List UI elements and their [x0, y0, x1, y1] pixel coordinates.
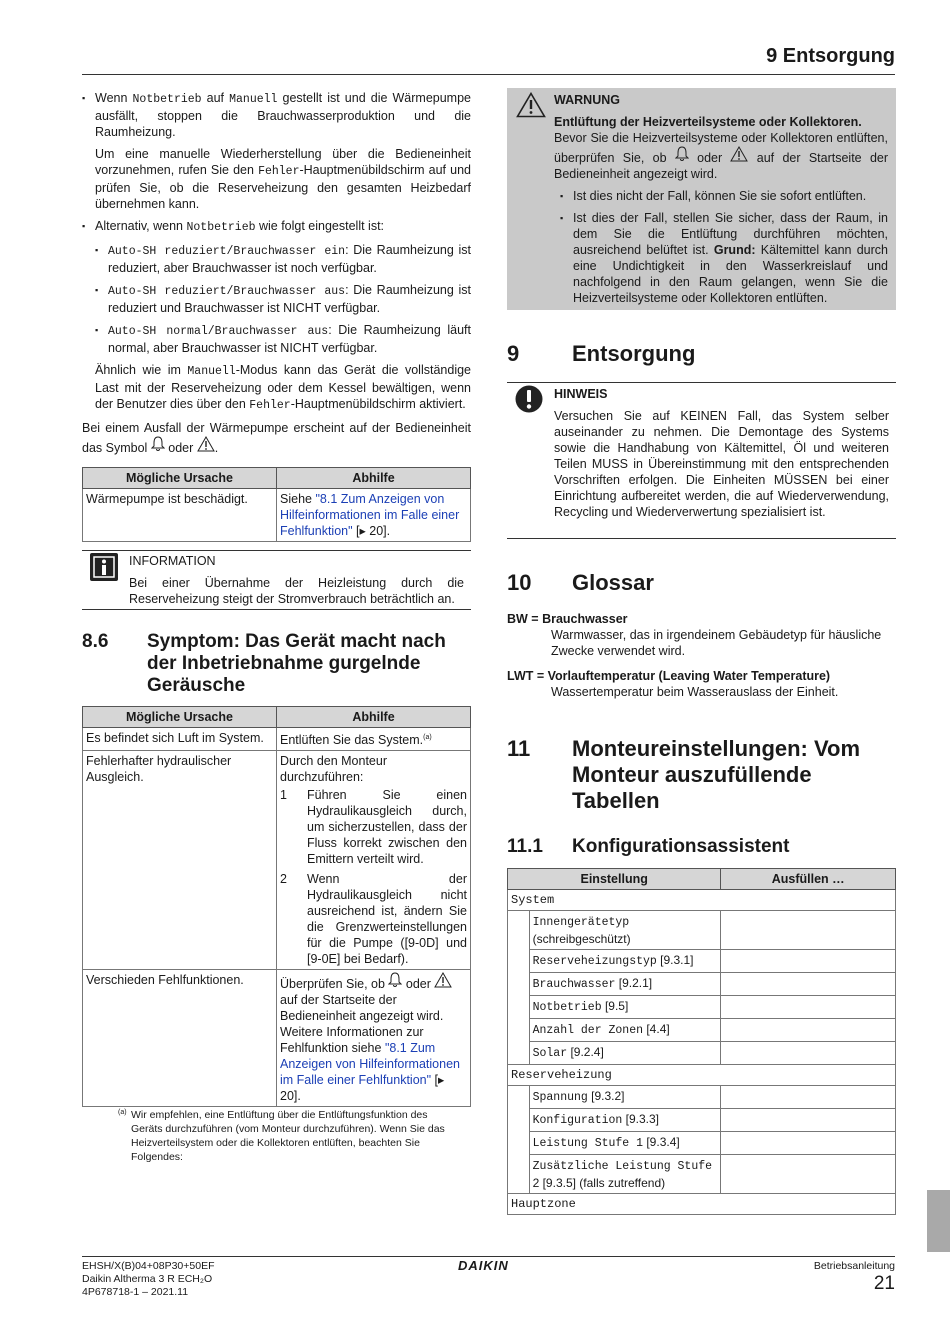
- bell-icon: [388, 972, 402, 988]
- step-number: 2: [280, 872, 287, 887]
- remedy-cell: [277, 970, 471, 1107]
- section-title: Entsorgung: [572, 341, 696, 366]
- text: -Hauptmenübildschirm aktiviert.: [290, 397, 466, 411]
- text: Kältemittel kann durch eine Undichtigkeit in den Wasserkreislauf und nachfolgend in den Raum gelangen, wenn Sie die Heizverteilsysteme oder Kollektoren entlüften.: [573, 243, 889, 305]
- setting-ref: (schreibgeschützt): [532, 932, 631, 946]
- glossary-term: LWT = Vorlauftemperatur (Leaving Water Temperature): [507, 669, 831, 683]
- warning-triangle-icon: [516, 92, 546, 122]
- bell-icon: [151, 436, 165, 452]
- table-row: [508, 1019, 896, 1042]
- setting-cell: [529, 1109, 721, 1132]
- section-11-1-heading: [507, 836, 789, 858]
- warning-title: WARNUNG: [554, 93, 620, 107]
- code-text: Anzahl der Zonen: [532, 1024, 644, 1037]
- table-row: [508, 996, 896, 1019]
- fill-cell[interactable]: [721, 1019, 896, 1042]
- auto-mode-list: [95, 242, 471, 356]
- footer-product: Daikin Altherma 3 R ECH₂O: [82, 1273, 213, 1285]
- table-row: [508, 911, 896, 950]
- section-number: 9: [507, 341, 520, 366]
- col-header-fill: Ausfüllen …: [721, 869, 896, 890]
- text: Alternativ, wenn: [95, 219, 187, 233]
- text: -Modus kann das Gerät die vollständige Last mit der Reserveheizung oder dem Kessel bewältigen, wenn der Benutzer dies über den: [95, 363, 471, 411]
- text: Überprüfen Sie, ob: [280, 977, 389, 992]
- setting-cell: [529, 1132, 721, 1155]
- text: Um eine manuelle Wiederherstellung über die Bedieneinheit vorzunehmen, rufen Sie den: [95, 147, 471, 177]
- text: oder: [688, 151, 731, 165]
- manual-restore-text: [95, 146, 471, 212]
- footer-left: [82, 1260, 215, 1299]
- fill-cell[interactable]: [721, 1042, 896, 1065]
- section-title: Monteureinstellungen: Vom Monteur auszufüllende Tabellen: [572, 736, 861, 813]
- code-text: Spannung: [532, 1091, 588, 1104]
- section-8-6-heading: [82, 631, 471, 697]
- table-group-row: [508, 1194, 896, 1215]
- info-top-rule: [82, 550, 471, 551]
- fill-cell[interactable]: [721, 1086, 896, 1109]
- similar-text: [95, 362, 471, 414]
- warning-bullet: ▪ Ist dies nicht der Fall, können Sie sie sofort entlüften.: [560, 188, 888, 204]
- fill-cell[interactable]: [721, 950, 896, 973]
- table-row: [83, 970, 471, 1107]
- fill-cell[interactable]: [721, 1155, 896, 1194]
- footnote-ref: (a): [423, 734, 432, 741]
- text: : Die Raumheizung ist reduziert und Brauchwasser ist NICHT verfügbar.: [108, 283, 472, 315]
- cause-remedy-table: [82, 706, 471, 1107]
- info-body: [129, 553, 464, 607]
- text-bold: Grund:: [713, 243, 756, 257]
- footer-rule: [82, 1256, 895, 1257]
- text: : Die Raumheizung läuft normal, aber Brauchwasser ist NICHT verfügbar.: [108, 323, 472, 355]
- remedy-cell: [277, 489, 471, 542]
- code-text: Fehler: [258, 165, 300, 178]
- code-text: Solar: [532, 1047, 568, 1060]
- bullet-alternative: [82, 218, 471, 414]
- code-text: Notbetrieb: [132, 93, 202, 106]
- setting-cell: [529, 1086, 721, 1109]
- setting-cell: [529, 911, 721, 950]
- notice-text: Versuchen Sie auf KEINEN Fall, das System selber auseinander zu nehmen. Die Demontage des Systems sowie die Handhabung von Kältemittel, Öl und weiteren Teilen MUSS in Übereinstimmung mit den entsprechenden Vorschriften erfolgen. Die Einheiten MÜSSEN bei einer Einrichtung aufbereitet werden, die auf Wiederverwendung, Recycling und Wiederverwertung spezialisiert ist.: [554, 409, 889, 519]
- table-row: [508, 1132, 896, 1155]
- info-icon: [90, 553, 118, 585]
- code-text: Fehler: [249, 399, 291, 412]
- col-header-remedy: Abhilfe: [277, 707, 471, 728]
- notice-body: [554, 386, 889, 520]
- text: auf: [201, 91, 230, 105]
- page-edge-tab: [927, 1190, 950, 1252]
- text: Ähnlich wie im: [95, 363, 188, 377]
- setting-cell: [529, 973, 721, 996]
- cause-cell: Fehlerhafter hydraulischer Ausgleich.: [83, 751, 277, 970]
- warning-box: [507, 88, 896, 310]
- table-row: [83, 489, 471, 542]
- code-text: Zusätzliche Leistung Stufe: [532, 1160, 713, 1173]
- text: [▸ 20].: [352, 524, 391, 538]
- cause-remedy-table: [82, 467, 471, 542]
- section-number: 11.1: [507, 836, 543, 857]
- remedy-cell: [277, 728, 471, 751]
- text: [▸ 20].: [280, 1073, 445, 1104]
- setting-cell: [529, 1155, 721, 1194]
- step-text: Führen Sie einen Hydraulikausgleich durch, um sicherzustellen, dass der Fluss korrekt zwischen den Emittern verteilt wird.: [307, 788, 467, 867]
- setting-cell: [529, 1042, 721, 1065]
- section-title: Symptom: Das Gerät macht nach der Inbetriebnahme gurgelnde Geräusche: [147, 631, 446, 696]
- warning-triangle-icon: [197, 436, 215, 452]
- setting-ref: [9.3.1]: [656, 953, 694, 967]
- section-number: 10: [507, 570, 532, 595]
- code-text: Notbetrieb: [186, 221, 256, 234]
- col-header-cause: Mögliche Ursache: [83, 468, 277, 489]
- info-title: INFORMATION: [129, 554, 216, 568]
- bell-icon: [675, 146, 689, 162]
- text: auf der Startseite der Bedieneinheit angezeigt wird. Weitere Informationen zur Fehlfunktion siehe: [280, 993, 444, 1056]
- footer-doc-type: Betriebsanleitung: [813, 1260, 895, 1272]
- text: Ist dies der Fall, stellen Sie sicher, dass der Raum, in dem Sie die Entlüftung durchführen möchten, ausreichend belüftet ist.: [573, 211, 888, 257]
- setting-ref: [9.3.3]: [622, 1112, 660, 1126]
- setting-ref: [9.5]: [601, 999, 629, 1013]
- notice-top-rule: [507, 382, 896, 383]
- section-number: 11: [507, 736, 531, 761]
- text: Durch den Monteur durchzuführen:: [280, 754, 388, 785]
- fill-cell[interactable]: [721, 1109, 896, 1132]
- auto-mode-item: [95, 242, 471, 276]
- group-label: Hauptzone: [508, 1194, 896, 1215]
- text: .: [214, 441, 219, 455]
- text: Entlüften Sie das System.: [280, 733, 424, 748]
- footnote-text: Wir empfehlen, eine Entlüftung über die Entlüftungsfunktion des Geräts durchzuführen (vom Monteur durchzuführen). Wenn Sie das Heizverteilsystem oder die Kollektoren entlüften, beachten Sie Folgendes:: [131, 1109, 445, 1163]
- text: Bei einem Ausfall der Wärmepumpe erscheint auf der Bedieneinheit das Symbol: [82, 421, 471, 455]
- warning-bold-line: Entlüftung der Heizverteilsysteme oder Kollektoren.: [554, 115, 862, 129]
- step-item: [280, 871, 467, 967]
- setting-ref: [4.4]: [643, 1022, 670, 1036]
- code-text: Leistung Stufe 1: [532, 1137, 644, 1150]
- fill-cell[interactable]: [721, 911, 896, 950]
- page-number: 21: [873, 1273, 895, 1294]
- code-text: Auto-SH reduziert/Brauchwasser aus: [108, 285, 346, 298]
- section-title: Glossar: [572, 570, 654, 595]
- left-column: [82, 90, 471, 456]
- group-label: Reserveheizung: [508, 1065, 896, 1086]
- table-row: [508, 1155, 896, 1194]
- fill-cell[interactable]: [721, 1132, 896, 1155]
- table-group-row: [508, 1065, 896, 1086]
- glossary-definition: Wassertemperatur beim Wasserauslass der Einheit.: [551, 685, 839, 699]
- warning-triangle-icon: [434, 972, 452, 988]
- section-10-heading: [507, 570, 654, 595]
- setting-cell: [529, 1019, 721, 1042]
- setting-ref: [9.3.2]: [587, 1089, 625, 1103]
- step-number: 1: [280, 788, 287, 803]
- footnote-mark: (a): [118, 1109, 127, 1116]
- text: Bevor Sie die Heizverteilsysteme oder Kollektoren entlüften, überprüfen Sie, ob: [554, 131, 888, 165]
- table-group-row: [508, 890, 896, 911]
- footer-model: EHSH/X(B)04+08P30+50EF: [82, 1260, 215, 1272]
- cause-table-1: [82, 467, 471, 542]
- crossref-link[interactable]: "8.1 Zum Anzeigen von Hilfeinformationen im Falle einer Fehlfunktion": [280, 492, 460, 538]
- warning-bullets: [560, 188, 888, 306]
- col-header-remedy: Abhilfe: [277, 468, 471, 489]
- text: gestellt ist und die Wärmepumpe ausfällt, stoppen die Brauchwasserproduktion und die Raumheizung.: [95, 91, 472, 139]
- text: auf der Startseite der Bedieneinheit angezeigt wird.: [554, 151, 889, 181]
- config-table: [507, 868, 896, 1215]
- setting-ref: [9.3.4]: [643, 1135, 680, 1149]
- setting-cell: [529, 950, 721, 973]
- code-text: Konfiguration: [532, 1114, 623, 1127]
- glossary-term: BW = Brauchwasser: [507, 612, 628, 626]
- fill-cell[interactable]: [721, 996, 896, 1019]
- cause-cell: Es befindet sich Luft im System.: [83, 728, 277, 751]
- table-row: [508, 950, 896, 973]
- footnote: [118, 1108, 453, 1164]
- notice-title: HINWEIS: [554, 387, 608, 401]
- footer-right: [814, 1260, 895, 1295]
- info-text: Bei einer Übernahme der Heizleistung durch die Reserveheizung steigt der Stromverbrauch beträchtlich an.: [129, 576, 464, 606]
- group-label: System: [508, 890, 896, 911]
- code-text: Brauchwasser: [532, 978, 616, 991]
- code-text: Notbetrieb: [532, 1001, 602, 1014]
- fill-cell[interactable]: [721, 973, 896, 996]
- cause-cell: Verschieden Fehlfunktionen.: [83, 970, 277, 1107]
- exclamation-icon: [515, 385, 543, 417]
- remedy-cell: [277, 751, 471, 970]
- info-bottom-rule: [82, 609, 471, 610]
- warning-bullet: [560, 210, 888, 306]
- section-9-heading: [507, 341, 696, 366]
- code-text: Reserveheizungstyp: [532, 955, 657, 968]
- setting-ref: 2 [9.3.5] (falls zutreffend): [532, 1176, 666, 1190]
- text: Siehe: [280, 492, 316, 506]
- section-11-heading: [507, 736, 896, 814]
- warning-triangle-icon: [730, 146, 748, 162]
- cause-table-2: [82, 706, 471, 1107]
- notice-bottom-rule: [507, 538, 896, 539]
- warning-text: [554, 130, 888, 182]
- code-text: Innengerätetyp: [532, 916, 630, 929]
- daikin-logo: DAIKIN: [458, 1258, 509, 1273]
- col-header-setting: Einstellung: [508, 869, 721, 890]
- col-header-cause: Mögliche Ursache: [83, 707, 277, 728]
- glossary-definition: Warmwasser, das in irgendeinem Gebäudetyp für häusliche Zwecke verwendet wird.: [551, 628, 882, 658]
- bullet-manual: [82, 90, 471, 212]
- auto-mode-item: [95, 322, 471, 356]
- warning-body: [554, 92, 888, 306]
- text: wie folgt eingestellt ist:: [255, 219, 385, 233]
- section-title: Konfigurationsassistent: [572, 836, 790, 857]
- step-item: [280, 787, 467, 867]
- glossary: [507, 611, 896, 700]
- code-text: Auto-SH reduziert/Brauchwasser ein: [108, 245, 346, 258]
- text: oder: [402, 977, 435, 992]
- step-text: Wenn der Hydraulikausgleich nicht ausreichend ist, ändern Sie die Grenzwerteinstellungen für die Pumpe ([9-0D] und [9-0E] bei Bedarf).: [307, 872, 467, 967]
- footer-docnum: 4P678718-1 – 2021.11: [82, 1286, 189, 1298]
- cause-cell: Wärmepumpe ist beschädigt.: [83, 489, 277, 542]
- code-text: Manuell: [229, 93, 278, 106]
- text: : Die Raumheizung ist reduziert, aber Brauchwasser ist noch verfügbar.: [108, 243, 472, 275]
- setting-ref: [9.2.1]: [615, 976, 653, 990]
- setting-ref: [9.2.4]: [567, 1045, 604, 1059]
- failure-symbol-text: [82, 420, 471, 456]
- table-row: [508, 1042, 896, 1065]
- auto-mode-item: [95, 282, 471, 316]
- setting-cell: [529, 996, 721, 1019]
- code-text: Manuell: [187, 365, 236, 378]
- notbetrieb-bullets: [82, 90, 471, 414]
- code-text: Auto-SH normal/Brauchwasser aus: [108, 325, 329, 338]
- table-row: [508, 1086, 896, 1109]
- header-rule: [82, 74, 895, 75]
- page-header-title: 9 Entsorgung: [766, 45, 895, 67]
- table-row: [83, 751, 471, 970]
- crossref-link[interactable]: "8.1 Zum Anzeigen von Hilfeinformationen im Falle einer Fehlfunktion": [280, 1041, 460, 1088]
- section-number: 8.6: [82, 631, 109, 652]
- text: -Hauptmenübildschirm auf und prüfen Sie, ob die Reserveheizung den gesamten Heizbedarf übernehmen kann.: [95, 163, 471, 211]
- text: Wenn: [95, 91, 133, 105]
- config-table-wrap: [507, 868, 896, 1215]
- table-row: [83, 728, 471, 751]
- text: oder: [164, 441, 197, 455]
- table-row: [508, 973, 896, 996]
- table-row: [508, 1109, 896, 1132]
